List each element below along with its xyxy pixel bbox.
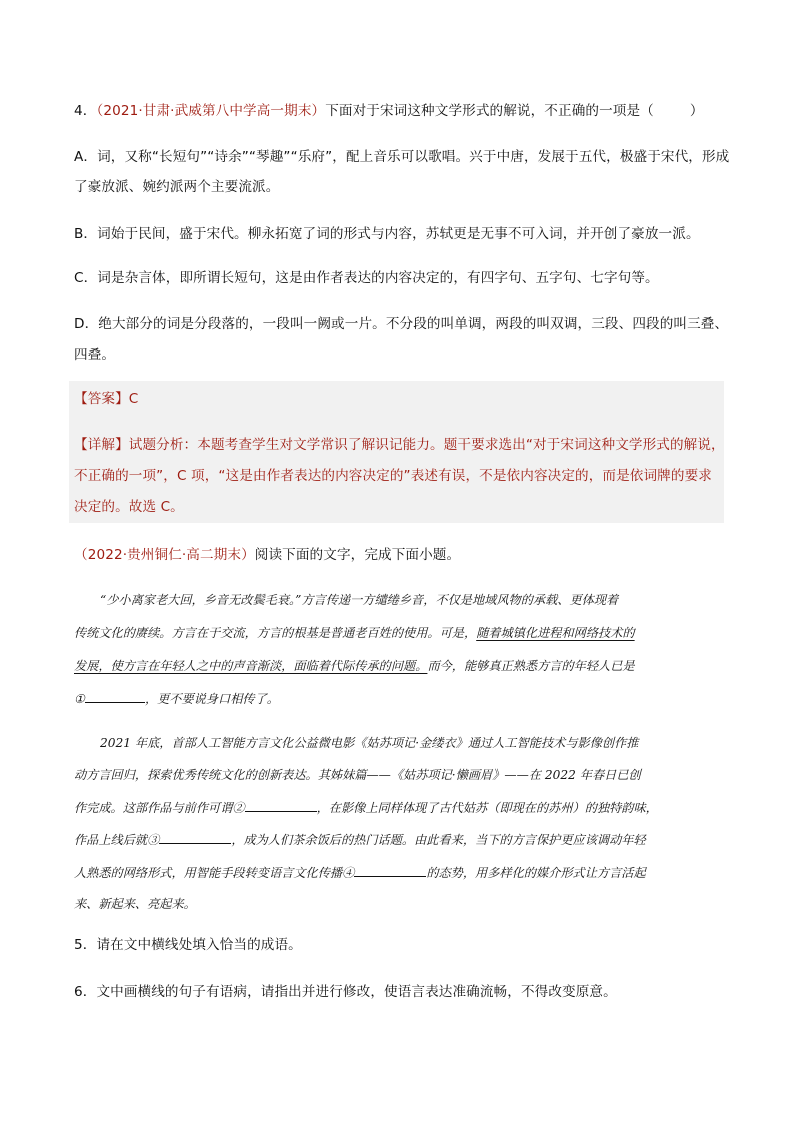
option-a-line-1: A．词，又称“长短句”“诗余”“琴趣”“乐府”，配上音乐可以歌唱。兴于中唐，发展于五代，极盛于宋代，形成 xyxy=(74,149,730,165)
blank-4[interactable] xyxy=(354,862,426,877)
passage-p1-line-2 xyxy=(74,623,635,643)
passage-p2-line-6: 来、新起来、亮起来。 xyxy=(74,897,196,911)
question-text-end: ） xyxy=(689,103,704,119)
group-instruction: 阅读下面的文字，完成下面小题。 xyxy=(254,547,461,563)
passage-text: 而今，能够真正熟悉方言的年轻人已是 xyxy=(427,659,635,673)
passage-text: 传统文化的赓续。方言在于交流，方言的根基是普通老百姓的使用。可是， xyxy=(74,626,477,640)
passage-text: 作品上线后就③ xyxy=(74,833,160,847)
passage-text: ，更不要说身口相传了。 xyxy=(144,692,279,706)
passage-text: ，在影像上同样体现了古代姑苏（即现在的苏州）的独特韵味， xyxy=(316,801,658,815)
question-6: 6．文中画横线的句子有语病，请指出并进行修改，使语言表达准确流畅，不得改变原意。 xyxy=(74,984,617,1000)
underlined-sentence: 随着城镇化进程和网络技术的 xyxy=(476,626,635,640)
blank-1[interactable] xyxy=(85,688,145,703)
passage-p2-line-3 xyxy=(74,797,658,818)
detail-text-1: 试题分析：本题考查学生对文学常识了解识记能力。题干要求选出“对于宋词这种文学形式的解说， xyxy=(128,437,725,453)
detail-label: 【详解】 xyxy=(74,437,129,453)
passage-p2-line-1: 2021 年底，首部人工智能方言文化公益微电影《姑苏项记·金缕衣》通过人工智能技术与影像创作推 xyxy=(100,736,639,750)
answer-label: 【答案】 xyxy=(74,391,129,407)
passage-text: ，成为人们茶余饭后的热门话题。由此看来，当下的方言保护更应该调动年轻 xyxy=(231,833,646,847)
passage-p2-line-5 xyxy=(74,862,646,883)
option-b: B．词始于民间，盛于宋代。柳永拓宽了词的形式与内容，苏轼更是无事不可入词，并开创了豪放一派。 xyxy=(74,226,700,242)
question-5: 5．请在文中横线处填入恰当的成语。 xyxy=(74,937,302,953)
passage-text: 的态势，用多样化的媒介形式让方言活起 xyxy=(426,866,646,880)
option-a-line-2: 了豪放派、婉约派两个主要流派。 xyxy=(74,179,280,195)
option-c: C．词是杂言体，即所谓长短句，这是由作者表达的内容决定的，有四字句、五字句、七字句等。 xyxy=(74,270,659,286)
answer-value: C xyxy=(128,391,139,407)
detail-line-2: 不正确的一项”，C 项，“这是由作者表达的内容决定的”表述有误，不是依内容决定的，而是依词牌的要求 xyxy=(74,468,712,484)
detail-line-3: 决定的。故选 C。 xyxy=(74,499,184,515)
option-d-line-2: 四叠。 xyxy=(74,347,116,363)
passage-p2-line-2: 动方言回归，探索优秀传统文化的创新表达。其姊妹篇——《姑苏项记·懒画眉》——在 2022 年春日已创 xyxy=(74,768,641,782)
passage-p1-line-4 xyxy=(74,688,279,709)
passage-p1-line-3 xyxy=(74,656,635,676)
group-header xyxy=(74,545,460,565)
answer-line xyxy=(74,389,138,409)
passage-p2-line-4 xyxy=(74,829,646,850)
blank-number-1: ① xyxy=(74,692,85,706)
question-4-stem xyxy=(74,101,704,121)
blank-3[interactable] xyxy=(159,829,231,844)
detail-line-1 xyxy=(74,435,725,455)
question-number: 4． xyxy=(74,103,97,119)
blank-2[interactable] xyxy=(245,797,317,812)
passage-text: 人熟悉的网络形式，用智能手段转变语言文化传播④ xyxy=(74,866,355,880)
passage-text: 作完成。这部作品与前作可谓② xyxy=(74,801,245,815)
option-d-line-1: D．绝大部分的词是分段落的，一段叫一阙或一片。不分段的叫单调，两段的叫双调，三段、四段的叫三叠、 xyxy=(74,316,729,332)
group-source: （2022·贵州铜仁·高二期末） xyxy=(74,547,255,563)
passage-p1-line-1: “少小离家老大回，乡音无改鬓毛衰。”方言传递一方缱绻乡音，不仅是地域风物的承载、更体现着 xyxy=(100,593,619,607)
question-source: （2021·甘肃·武威第八中学高一期末） xyxy=(96,103,326,119)
question-text: 下面对于宋词这种文学形式的解说，不正确的一项是（ xyxy=(325,103,654,119)
underlined-sentence-cont: 发展，使方言在年轻人之中的声音渐淡，面临着代际传承的问题。 xyxy=(74,659,428,673)
